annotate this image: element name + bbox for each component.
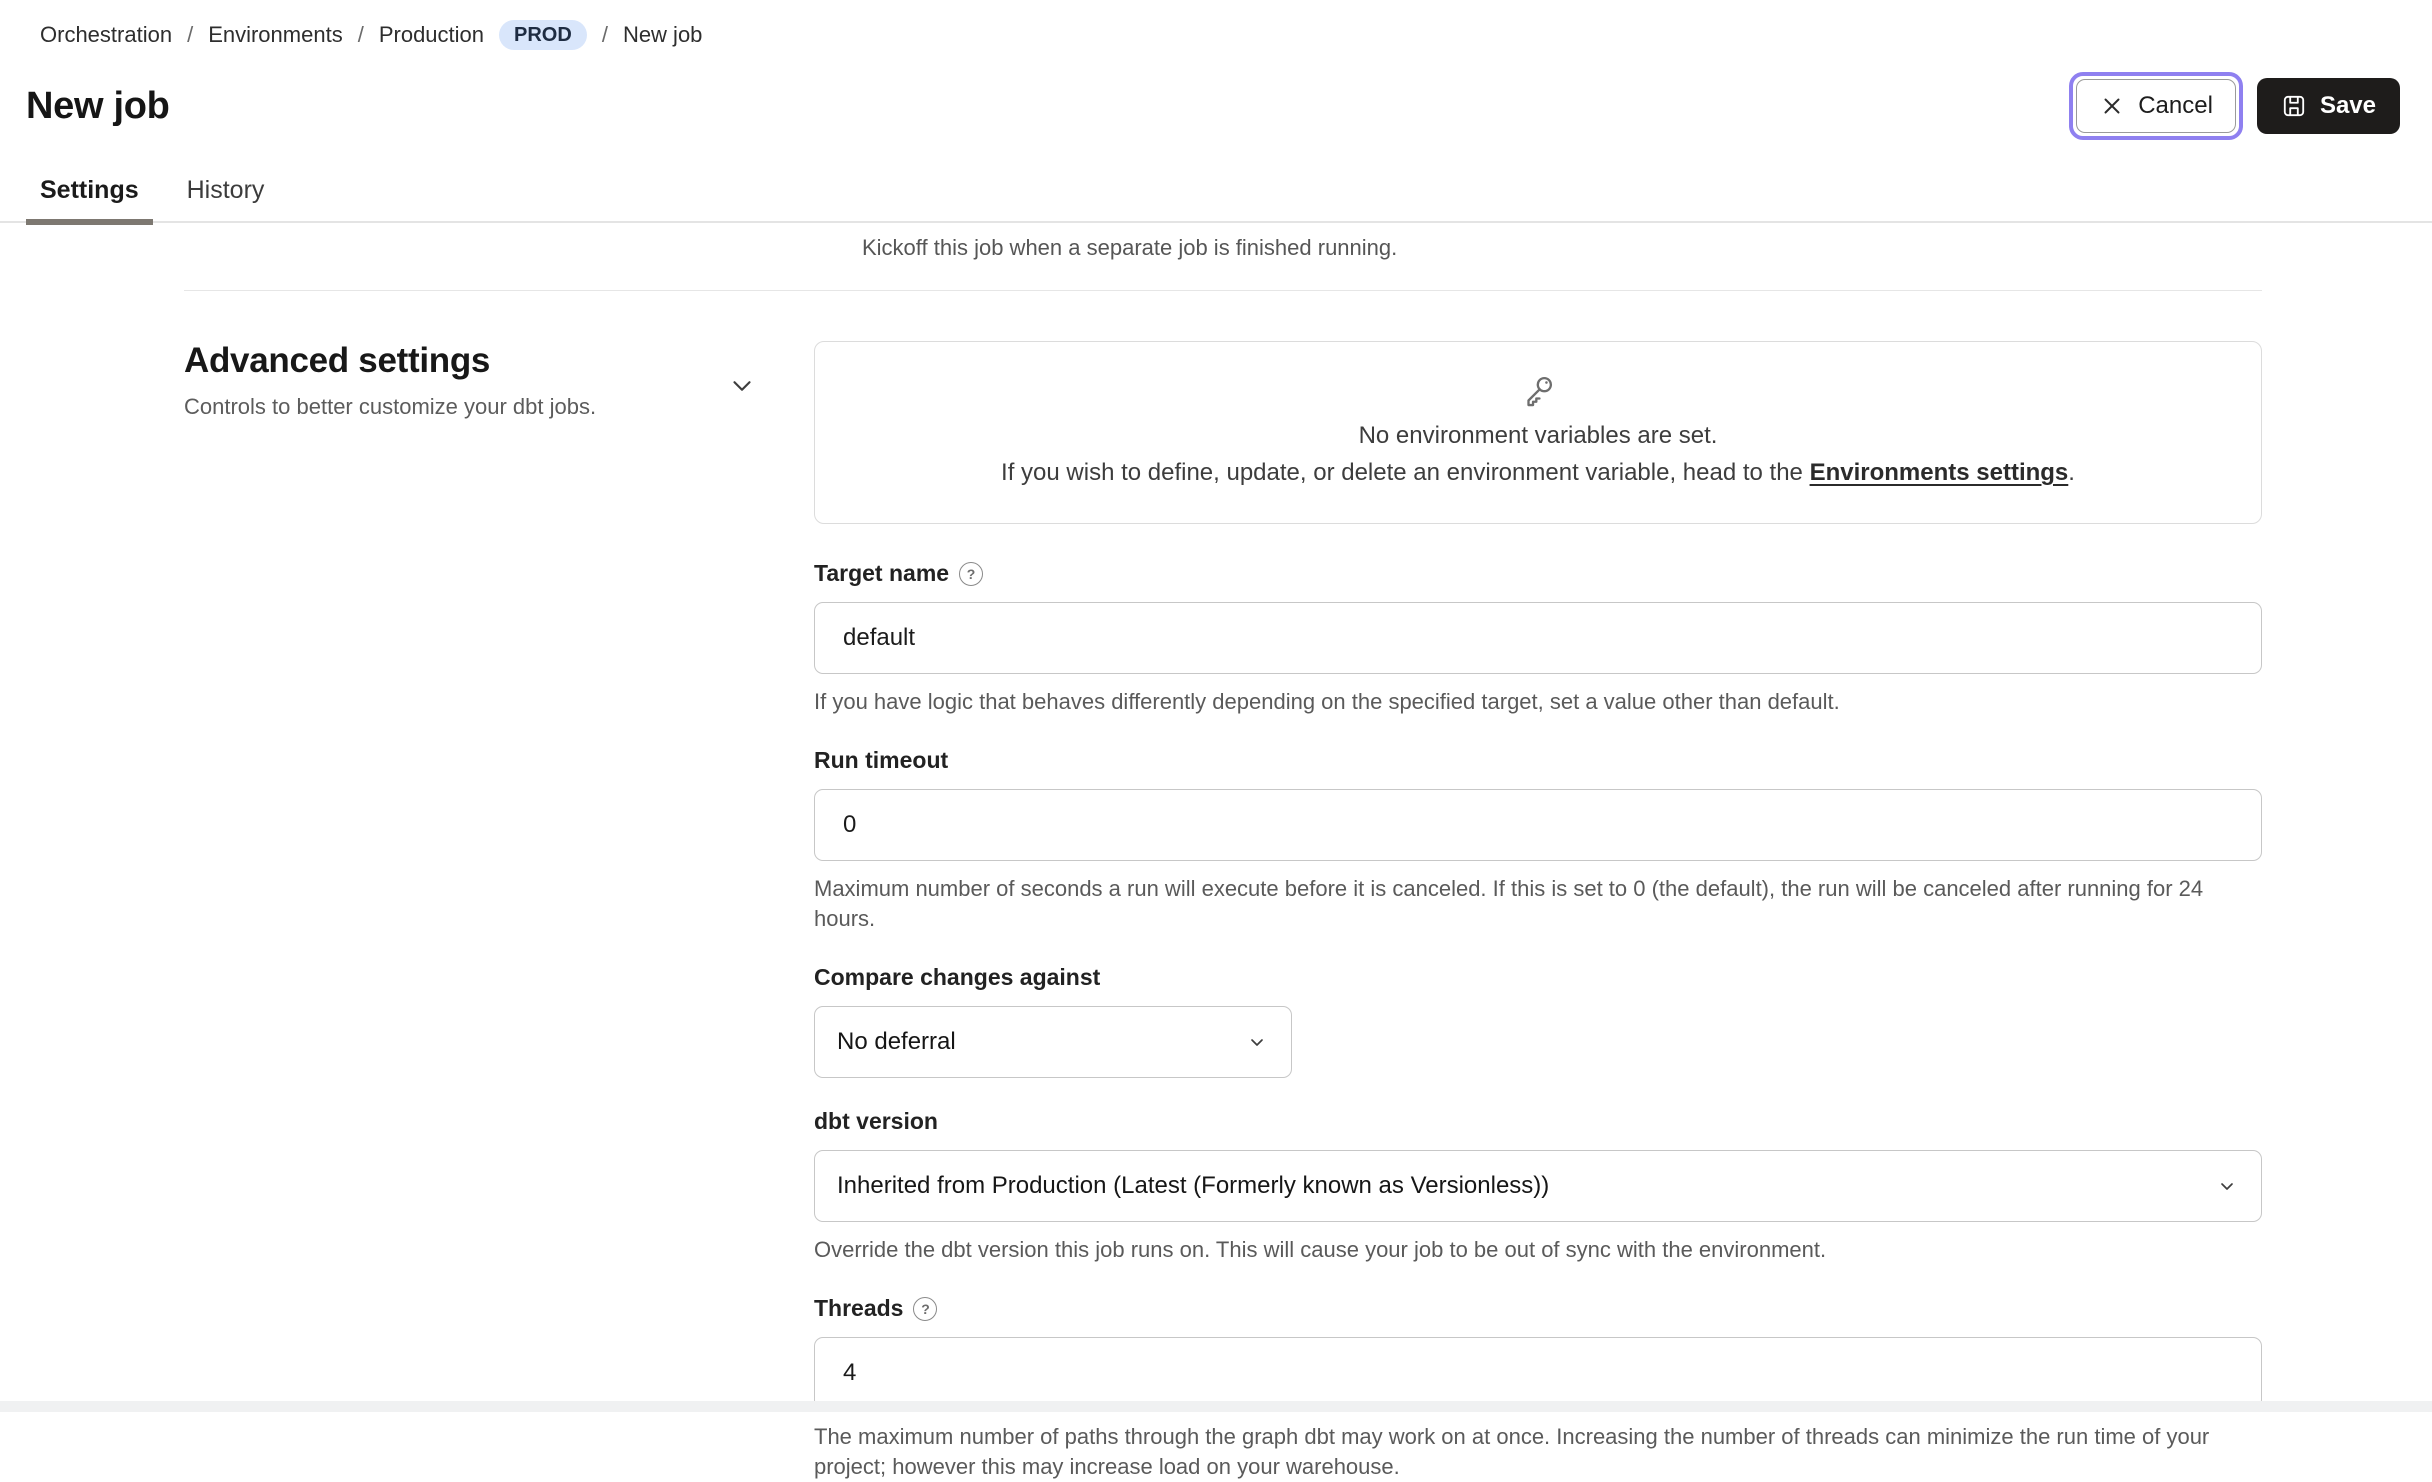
compare-changes-label: Compare changes against (814, 964, 1101, 990)
breadcrumb-orchestration[interactable]: Orchestration (40, 22, 173, 47)
title-row (0, 50, 2432, 140)
run-timeout-input[interactable] (814, 789, 2262, 861)
env-hint-prefix: If you wish to define, update, or delete an environment variable, head to the (1001, 459, 1810, 486)
env-variables-message: No environment variables are set. (1358, 422, 1718, 449)
chevron-down-icon[interactable] (727, 371, 757, 401)
run-timeout-label: Run timeout (814, 747, 949, 773)
help-icon[interactable]: ? (913, 1297, 937, 1321)
trigger-helper-text: Kickoff this job when a separate job is finished running. (862, 235, 1398, 260)
compare-changes-value: No deferral (837, 1028, 956, 1055)
bottom-scroll-track (0, 1401, 2432, 1412)
chevron-down-icon (2215, 1174, 2239, 1198)
cancel-button[interactable] (2076, 79, 2236, 133)
run-timeout-helper: Maximum number of seconds a run will execute before it is canceled. If this is set to 0 (the default), the run will be canceled after running for 24 hours. (814, 876, 2204, 931)
dbt-version-helper: Override the dbt version this job runs on. This will cause your job to be out of sync with the environment. (814, 1237, 1827, 1262)
breadcrumb (0, 0, 2432, 50)
env-variables-hint (835, 459, 2241, 487)
threads-input[interactable] (814, 1337, 2262, 1409)
save-button-label: Save (2319, 92, 2376, 119)
advanced-settings-subtitle: Controls to better customize your dbt jobs. (184, 394, 597, 419)
breadcrumb-current: New job (622, 22, 703, 47)
header-actions (2069, 72, 2400, 140)
env-variables-empty-state (814, 341, 2262, 524)
breadcrumb-environments[interactable]: Environments (208, 22, 343, 47)
dbt-version-label: dbt version (814, 1108, 938, 1134)
threads-label: Threads (814, 1295, 904, 1321)
breadcrumb-production[interactable]: Production (378, 22, 485, 47)
dbt-version-select[interactable] (814, 1150, 2262, 1222)
target-name-label: Target name (814, 560, 950, 586)
threads-helper: The maximum number of paths through the graph dbt may work on at once. Increasing the number of threads can minimize the run time of your project; however this may increase load on your warehouse. (814, 1424, 2210, 1479)
tab-history[interactable]: History (186, 176, 265, 204)
advanced-settings-title: Advanced settings (184, 341, 491, 380)
tab-settings[interactable]: Settings (26, 164, 153, 225)
target-name-input[interactable] (814, 602, 2262, 674)
field-run-timeout (814, 747, 2262, 934)
advanced-settings-section (0, 291, 2432, 1482)
field-compare-changes (814, 964, 2262, 1078)
prod-badge: PROD (499, 20, 587, 50)
target-name-helper: If you have logic that behaves differently depending on the specified target, set a value other than default. (814, 689, 1840, 714)
field-dbt-version (814, 1108, 2262, 1265)
chevron-down-icon (1245, 1030, 1269, 1054)
save-button[interactable] (2257, 78, 2400, 134)
help-icon[interactable]: ? (959, 562, 983, 586)
page-title: New job (26, 84, 170, 127)
breadcrumb-separator: / (601, 22, 608, 47)
close-icon (2099, 93, 2125, 119)
field-threads (814, 1295, 2262, 1482)
breadcrumb-separator: / (187, 22, 194, 47)
dbt-version-value: Inherited from Production (Latest (Formerly known as Versionless)) (837, 1172, 1550, 1199)
compare-changes-select[interactable] (814, 1006, 1292, 1078)
cancel-focus-ring (2069, 72, 2243, 140)
breadcrumb-separator: / (357, 22, 364, 47)
cancel-button-label: Cancel (2138, 92, 2213, 119)
save-icon (2281, 93, 2307, 119)
field-target-name (814, 560, 2262, 717)
environments-settings-link[interactable]: Environments settings (1809, 459, 2069, 486)
advanced-settings-intro (184, 341, 767, 1482)
key-icon (835, 372, 2241, 410)
env-hint-suffix: . (2068, 459, 2075, 486)
advanced-settings-form (814, 341, 2262, 1482)
tab-bar (0, 140, 2432, 223)
